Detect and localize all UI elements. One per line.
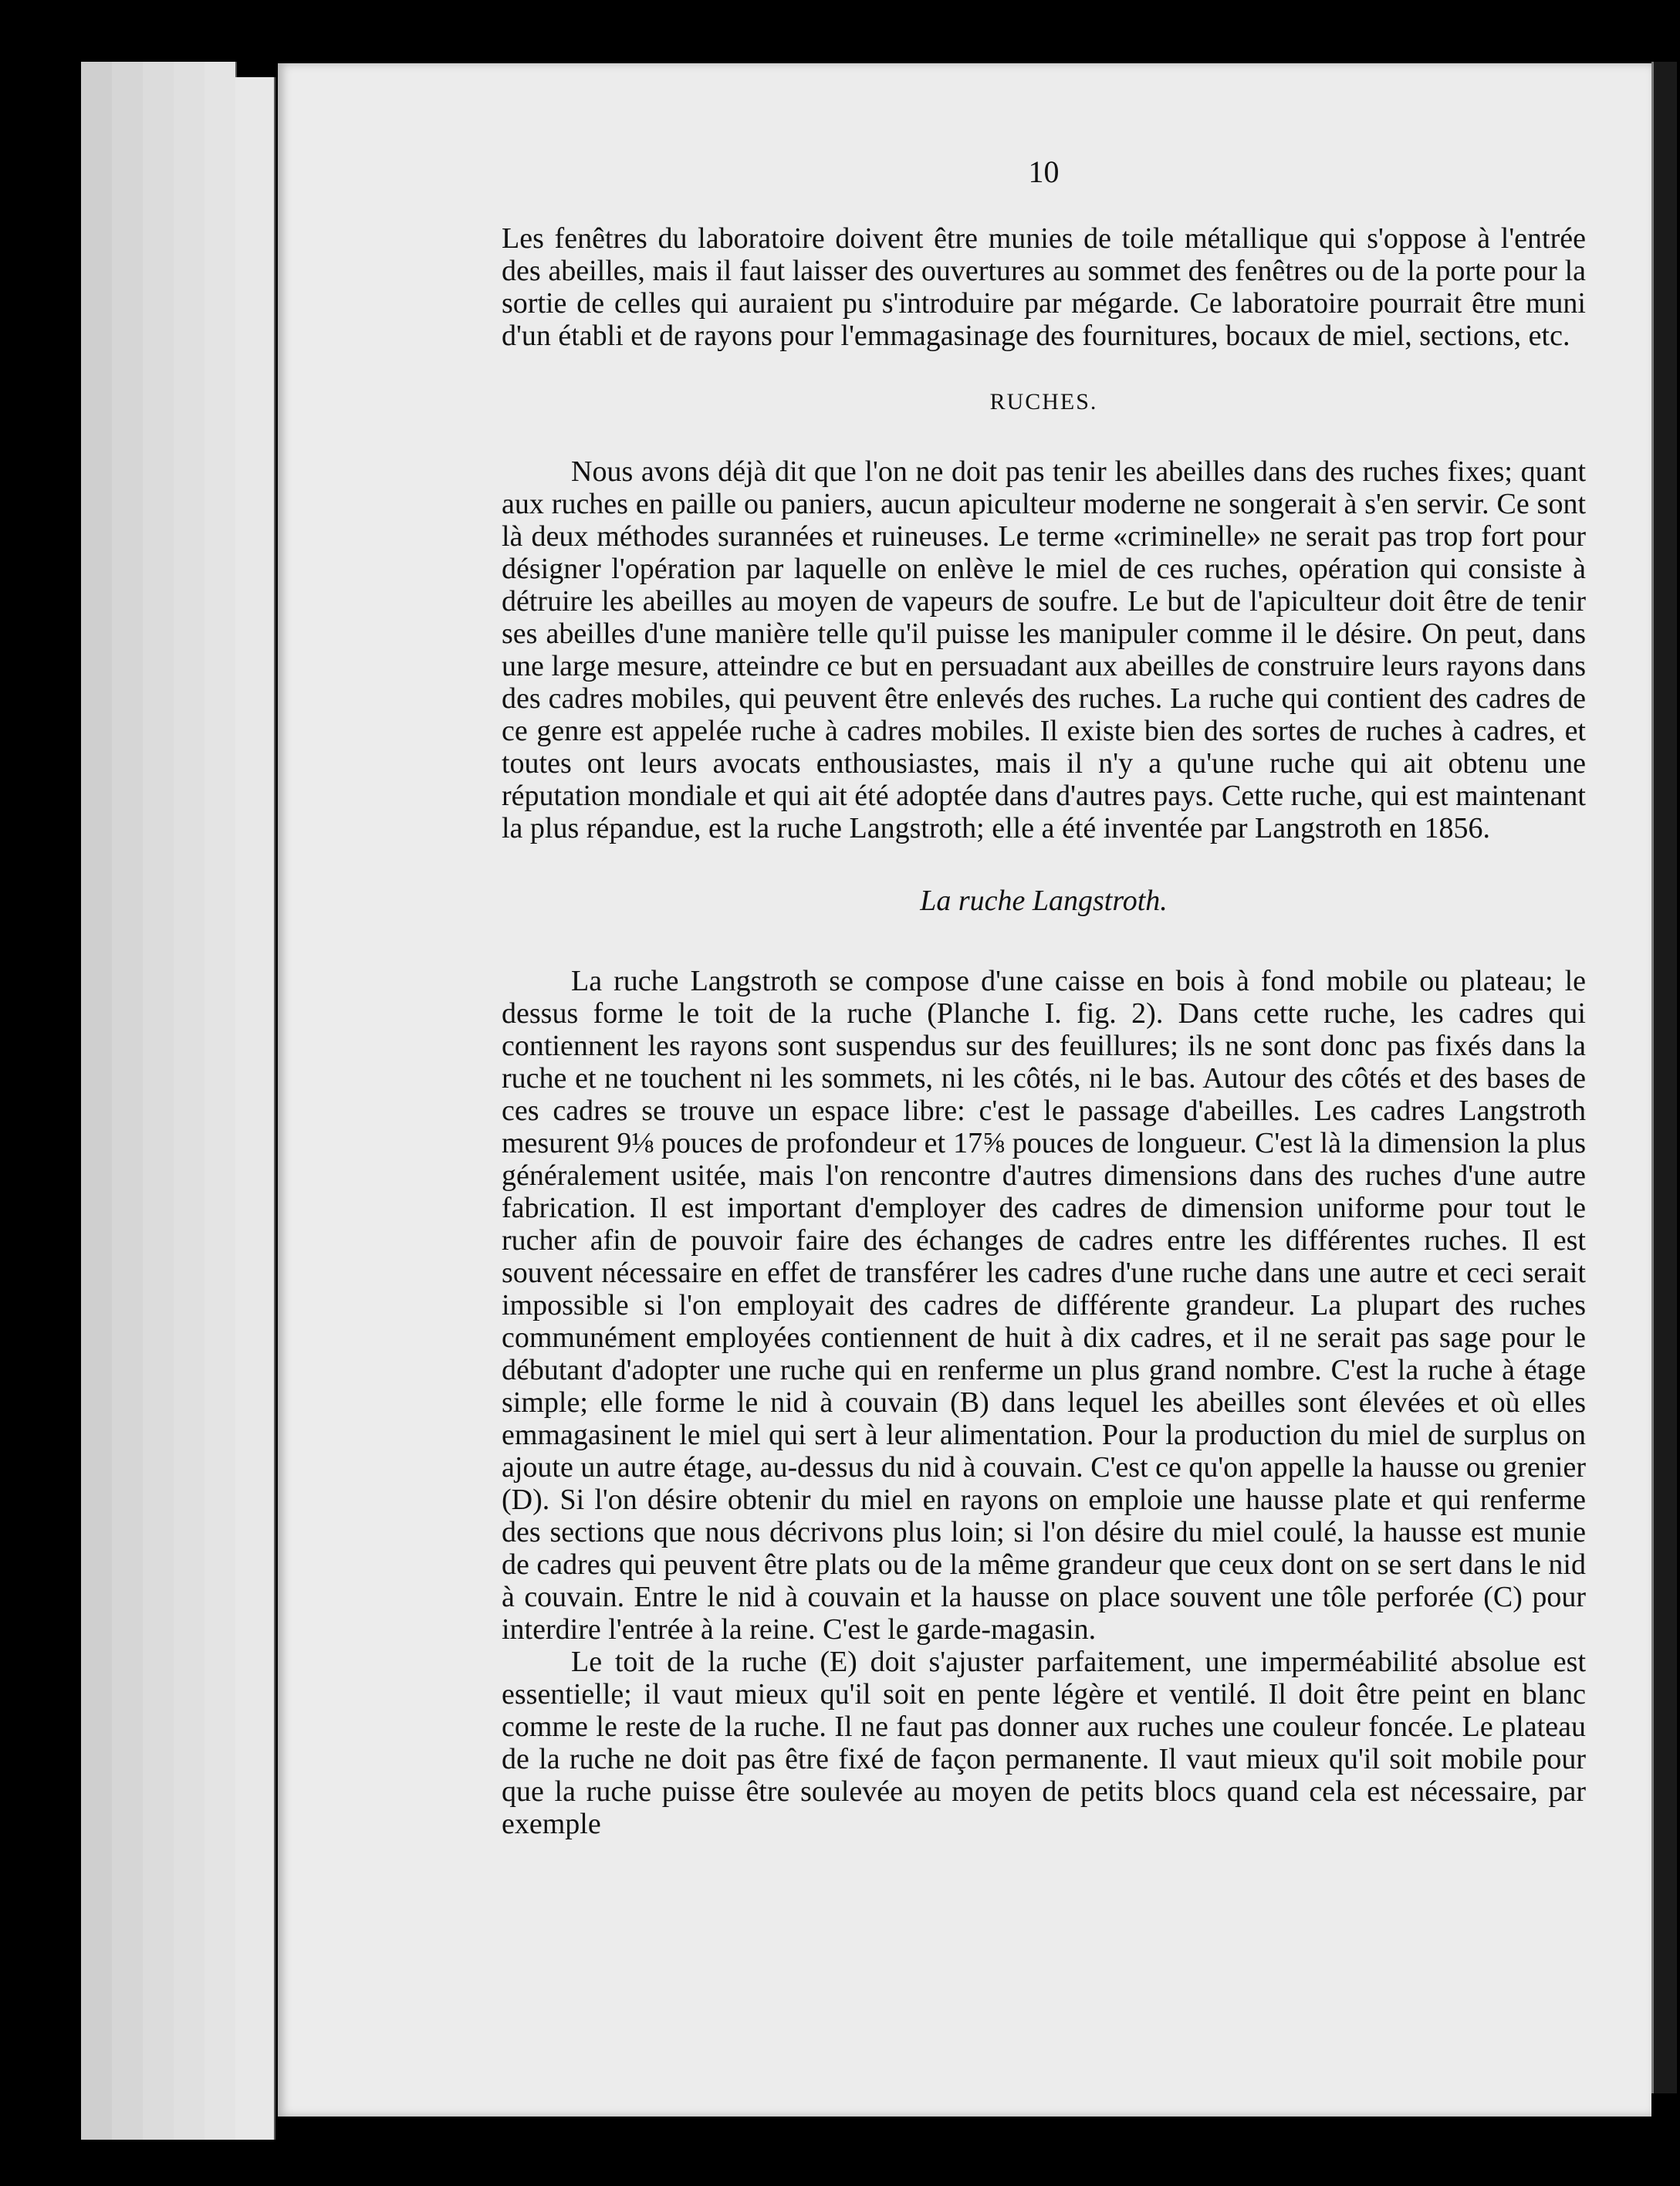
book-page-edge [174, 62, 206, 2140]
paragraph-toit: Le toit de la ruche (E) doit s'ajuster parfaitement, une imperméabilité absolue est essentielle; il vaut mieux qu'il soit en pente légère et ventilé. Il doit être peint en blanc comme le reste de la ruche. Il ne faut pas donner aux ruches une couleur foncée. Le plateau de la ruche ne doit pas être fixé de façon permanente. Il vaut mieux qu'il soit mobile pour que la ruche puisse être soulevée au moyen de petits blocs quand cela est nécessaire, par exemple [502, 1646, 1586, 1840]
page-number: 10 [1028, 154, 1060, 189]
book-page-edge [143, 62, 175, 2140]
book-page-edge [235, 77, 275, 2140]
book-cover-edge [1651, 62, 1677, 2093]
paragraph-laboratoire: Les fenêtres du laboratoire doivent être munies de toile métallique qui s'oppose à l'entrée des abeilles, mais il faut laisser des ouvertures au sommet des fenêtres ou de la porte pour la sortie de celles qui auraient pu s'introduire par mégarde. Ce laboratoire pourrait être muni d'un établi et de rayons pour l'emmagasinage des fournitures, bocaux de miel, sections, etc. [502, 222, 1586, 352]
book-page [278, 63, 1651, 2117]
paragraph-langstroth: La ruche Langstroth se compose d'une caisse en bois à fond mobile ou plateau; le dessus forme le toit de la ruche (Planche I. fig. 2). Dans cette ruche, les cadres qui contiennent les rayons sont suspendus sur des feuillures; ils ne sont donc pas fixés dans la ruche et ne touchent ni les sommets, ni les côtés, ni le bas. Autour des côtés et des bases de ces cadres se trouve un espace libre: c'est le passage d'abeilles. Les cadres Langstroth mesurent 9⅛ pouces de profondeur et 17⅝ pouces de longueur. C'est là la dimension la plus généralement usitée, mais l'on rencontre d'autres dimensions dans des ruches d'une autre fabrication. Il est important d'employer des cadres de dimension uniforme pour tout le rucher afin de pouvoir faire des échanges de cadres entre les différentes ruches. Il est souvent nécessaire en effet de transférer les cadres d'une ruche dans une autre et ceci serait impossible si l'on employait des cadres de différente grandeur. La plupart des ruches communément employées contiennent de huit à dix cadres, et il ne serait pas sage pour le débutant d'adopter une ruche qui en renferme un plus grand nombre. C'est la ruche à étage simple; elle forme le nid à couvain (B) dans lequel les abeilles sont élevées et où elles emmagasinent le miel qui sert à leur alimentation. Pour la production du miel de surplus on ajoute un autre étage, au-dessus du nid à couvain. C'est ce qu'on appelle la hausse ou grenier (D). Si l'on désire obtenir du miel en rayons on emploie une hausse plate et qui renferme des sections que nous décrivons plus loin; si l'on désire du miel coulé, la hausse est munie de cadres qui peuvent être plats ou de la même grandeur que ceux dont on se sert dans le nid à couvain. Entre le nid à couvain et la hausse on place souvent une tôle perforée (C) pour interdire l'entrée à la reine. C'est le garde-magasin. [502, 965, 1586, 1646]
paragraph-ruches: Nous avons déjà dit que l'on ne doit pas tenir les abeilles dans des ruches fixes; quant aux ruches en paille ou paniers, aucun apiculteur moderne ne songerait à s'en servir. Ce sont là deux méthodes surannées et ruineuses. Le terme «criminelle» ne serait pas trop fort pour désigner l'opération par laquelle on enlève le miel de ces ruches, opération qui consiste à détruire les abeilles au moyen de vapeurs de soufre. Le but de l'apiculteur doit être de tenir ses abeilles d'une manière telle qu'il puisse les manipuler comme il le désire. On peut, dans une large mesure, atteindre ce but en persuadant aux abeilles de construire leurs rayons dans des cadres mobiles, qui peuvent être enlevés des ruches. La ruche qui contient des cadres de ce genre est appelée ruche à cadres mobiles. Il existe bien des sortes de ruches à cadres, et toutes ont leurs avocats enthousiastes, mais il n'y a qu'une ruche qui ait obtenu une réputation mondiale et qui ait été adoptée dans d'autres pays. Cette ruche, qui est maintenant la plus répandue, est la ruche Langstroth; elle a été inventée par Langstroth en 1856. [502, 455, 1586, 844]
section-heading-ruches: RUCHES. [989, 389, 1098, 415]
book-page-edge [112, 62, 144, 2140]
section-heading-langstroth: La ruche Langstroth. [920, 885, 1168, 917]
book-page-edge [81, 62, 113, 2140]
book-page-edge [205, 62, 237, 2140]
page-content [502, 156, 1586, 1840]
